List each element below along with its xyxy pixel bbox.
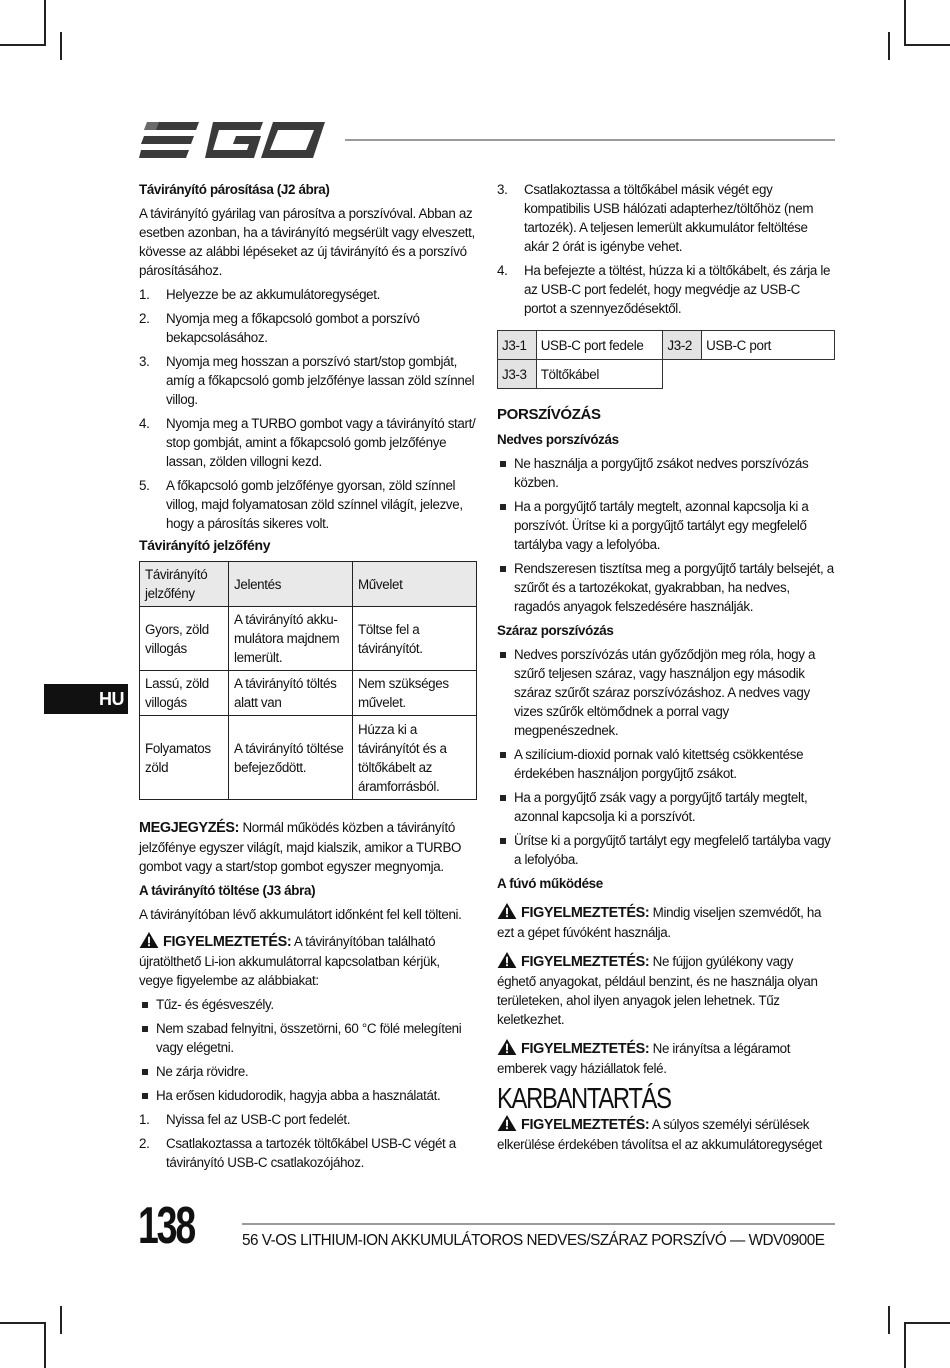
blower-warning [497,952,835,1029]
warning-icon [497,903,517,919]
list-item: Ne zárja rövidre. [139,1062,477,1081]
warning-icon [497,952,517,968]
header-rule [345,139,835,141]
crop-mark [44,1322,46,1368]
crop-mark [0,44,46,46]
table-row [498,331,835,360]
charge-steps [139,1110,477,1172]
list-item: Ha a porgyűjtő zsák vagy a porgyűjtő tartály megtelt, azonnal kapcsolja ki a porszívót. [497,788,835,826]
dry-bullets [497,645,835,869]
table-cell: Húzza ki a távirányítót és a töltőkábelt az áramforrásból. [353,716,477,800]
legend-label: Töltőkábel [536,360,663,389]
crop-mark [60,32,62,60]
legend-code: J3-1 [498,331,537,360]
table-cell: A távirányító töltés alatt van [229,671,353,716]
legend-label: USB-C port [702,331,835,360]
charge-intro: A távirányítóban lévő akkumulátort időnként fel kell tölteni. [139,907,462,922]
left-column [139,180,477,1177]
list-item: 4. Nyomja meg a TURBO gombot vagy a távirányító start/ stop gombját, amint a főkapcsoló gomb jelzőfénye lassan, zölden villogni kezd. [139,416,476,469]
warning-label: FIGYELMEZTETÉS: [163,934,292,950]
list-item: Nem szabad felnyitni, összetörni, 60 °C fölé melegíteni vagy elégetni. [139,1019,477,1057]
table-header: Távirányító jelzőfény [140,562,229,607]
table-cell: Folyamatos zöld [140,716,229,800]
crop-mark [904,44,950,46]
crop-mark [904,0,906,46]
vacuuming-heading: PORSZÍVÓZÁS [497,406,601,423]
warning-icon [497,1039,517,1055]
list-item: 1. Helyezze be az akkumulátoregységet. [139,287,381,302]
note [139,818,477,876]
table-cell: A távirányító töltése befejeződött. [229,716,353,800]
light-heading: Távirányító jelzőfény [139,537,271,553]
warning-text: A súlyos személyi sérülések elkerülése érdekében távolítsa el az akkumulátoregységet [497,1117,823,1152]
list-item: 1. Nyissa fel az USB-C port fedelét. [139,1112,351,1127]
charge-steps-continued [497,180,835,318]
figure-legend [497,330,835,389]
crop-mark [0,1322,46,1324]
crop-mark [888,32,890,60]
blower-heading: A fúvó működése [497,876,603,891]
table-header: Művelet [353,562,477,607]
warning-label: FIGYELMEZTETÉS: [521,1117,650,1133]
charge-bullets [139,995,477,1105]
list-item: Rendszeresen tisztítsa meg a porgyűjtő tartály belsejét, a szűrőt és a tartozékokat, gyakrabban, ha nedves, ragadós anyagok felszedésére használják. [497,559,835,616]
table-cell: Gyors, zöld villogás [140,607,229,671]
wet-bullets [497,454,835,616]
footer-rule [242,1223,835,1225]
dry-heading: Száraz porszívózás [497,623,614,638]
charge-heading: A távirányító töltése (J3 ábra) [139,883,316,898]
warning-label: FIGYELMEZTETÉS: [521,905,650,921]
crop-mark [888,1306,890,1334]
list-item: Ha a porgyűjtő tartály megtelt, azonnal kapcsolja ki a porszívót. Ürítse ki a porgyűjtő tartályt egy megfelelő tartályba vagy a lefolyóba. [497,497,835,554]
right-column [497,180,835,1159]
warning-label: FIGYELMEZTETÉS: [521,954,650,970]
indicator-table [139,561,477,800]
list-item: 2. Nyomja meg a főkapcsoló gombot a porszívó bekapcsolásához. [139,311,420,345]
language-tab: HU [44,684,128,714]
warning-icon [139,932,159,948]
list-item: 2. Csatlakoztassa a tartozék töltőkábel USB-C végét a távirányító USB-C csatlakozójához. [139,1136,456,1170]
pairing-heading: Távirányító párosítása (J2 ábra) [139,182,330,197]
wet-heading: Nedves porszívózás [497,432,619,447]
note-label: MEGJEGYZÉS: [139,820,240,836]
crop-mark [60,1306,62,1334]
list-item: A szilícium-dioxid pornak való kitettség csökkentése érdekében használjon porgyűjtő zsákot. [497,745,835,783]
table-row [140,671,477,716]
footer-title: 56 V-OS LITHIUM-ION AKKUMULÁTOROS NEDVES/SZÁRAZ PORSZÍVÓ — WDV0900E [242,1232,825,1249]
pairing-steps [139,285,477,533]
warning-icon [497,1115,517,1131]
legend-code: J3-2 [663,331,702,360]
blower-warning [497,903,835,942]
list-item: Ha erősen kidudorodik, hagyja abba a használatát. [139,1086,477,1105]
crop-mark [904,1322,906,1368]
table-row [140,716,477,800]
note-text: Normál működés közben a távirányító jelzőfénye egyszer világít, majd kialszik, amikor a TURBO gombot vagy a start/stop gombot egyszer megnyomja. [139,820,462,874]
table-row [140,607,477,671]
list-item: 3. Nyomja meg hosszan a porszívó start/stop gombját, amíg a főkapcsoló gomb jelzőfénye lassan zöld színnel villog. [139,354,475,407]
crop-mark [44,0,46,46]
warning-text: Ne fújjon gyúlékony vagy éghető anyagokat, például benzint, és ne használja olyan területeken, ahol ilyen anyagok jelen lehetnek. Tűz keletkezhet. [497,954,818,1027]
pairing-intro: A távirányító gyárilag van párosítva a porszívóval. Abban az esetben azonban, ha a távirányító megsérült vagy elveszett, kövesse az alábbi lépéseket az új távirányító és a porszívó párosításához. [139,206,475,278]
table-cell: A távirányító akku- mulátora majdnem lemerült. [229,607,353,671]
list-item: 3. Csatlakoztassa a töltőkábel másik végét egy kompatibilis USB hálózati adapterhez/töltőhöz (nem tartozék). A teljesen lemerült akkumulátor feltöltése akár 2 órát is igénybe vehet. [497,182,814,254]
charge-warning [139,932,477,990]
table-cell: Lassú, zöld villogás [140,671,229,716]
maintenance-heading: KARBANTARTÁS [497,1083,671,1115]
warning-text: Mindig viseljen szemvédőt, ha ezt a gépet fúvóként használja. [497,905,822,940]
list-item: Tűz- és égésveszély. [139,995,477,1014]
legend-label: USB-C port fedele [536,331,663,360]
warning-label: FIGYELMEZTETÉS: [521,1041,650,1057]
table-header: Jelentés [229,562,353,607]
page-number: 138 [138,1197,194,1255]
blower-warning [497,1039,835,1078]
crop-mark [904,1322,950,1324]
list-item: 4. Ha befejezte a töltést, húzza ki a töltőkábelt, és zárja le az USB-C port fedelét, hogy megvédje az USB-C portot a szennyeződésektől. [497,263,831,316]
list-item: 5. A főkapcsoló gomb jelzőfénye gyorsan, zöld színnel villog, majd folyamatosan zöld színnel világít, jelezve, hogy a párosítás sikeres volt. [139,478,463,531]
warning-text: A távirányítóban található újratölthető Li-ion akkumulátorral kapcsolatban kérjük, vegye figyelembe az alábbiakat: [139,934,440,988]
warning-text: Ne irányítsa a légáramot emberek vagy háziállatok felé. [497,1041,791,1076]
table-cell: Töltse fel a távirányítót. [353,607,477,671]
table-row [498,360,835,389]
ego-logo [139,120,327,162]
list-item: Ürítse ki a porgyűjtő tartályt egy megfelelő tartályba vagy a lefolyóba. [497,831,835,869]
list-item: Nedves porszívózás után győződjön meg róla, hogy a szűrő teljesen száraz, vagy használjon egy második száraz szűrőt száraz porszívózáshoz. A nedves vagy vizes szűrők eltömődnek a porral vagy megpenészednek. [497,645,835,740]
maintenance-warning [497,1115,835,1154]
table-cell: Nem szükséges művelet. [353,671,477,716]
list-item: Ne használja a porgyűjtő zsákot nedves porszívózás közben. [497,454,835,492]
legend-code: J3-3 [498,360,537,389]
